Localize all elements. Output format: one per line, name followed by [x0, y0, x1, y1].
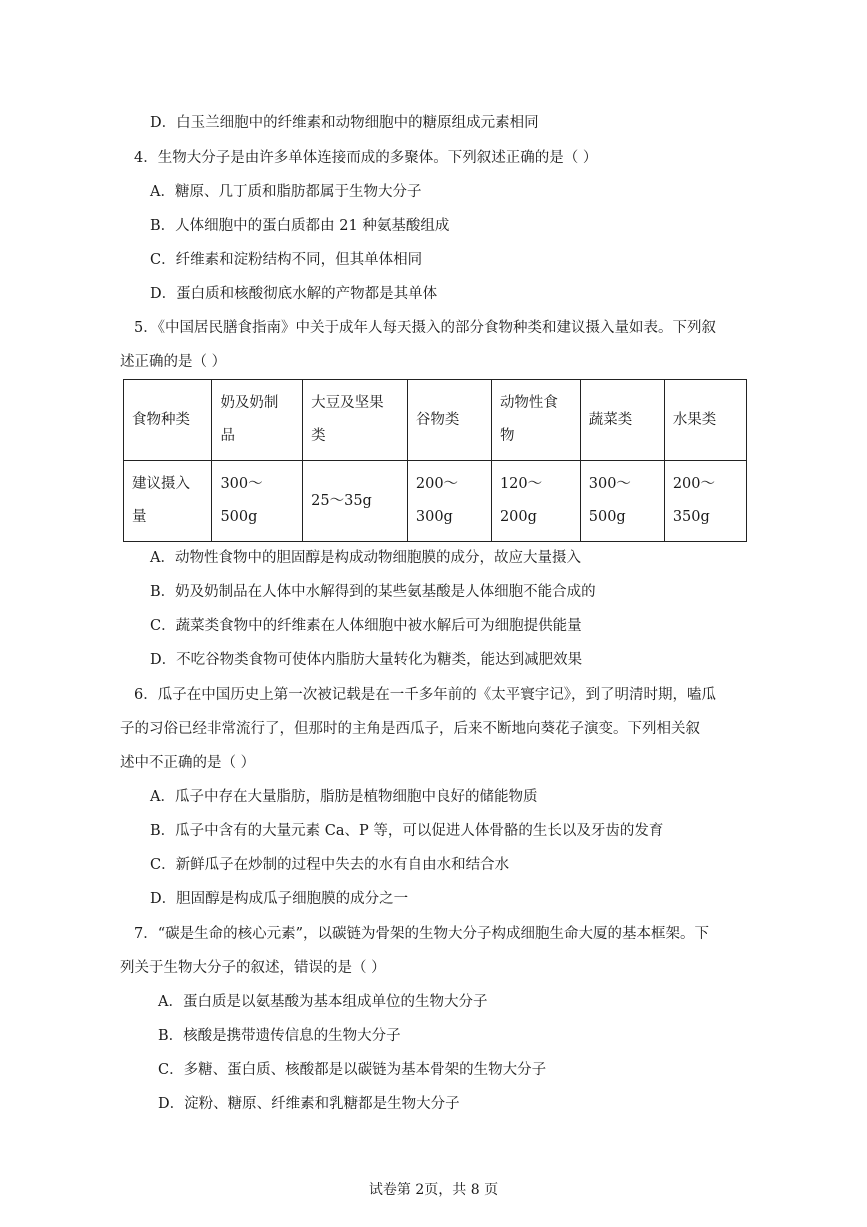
q4-option-b: B．人体细胞中的蛋白质都由 21 种氨基酸组成 — [150, 218, 450, 234]
cell-text: 建议摄入量 — [132, 476, 190, 525]
cell-text: 动物性食物 — [499, 395, 558, 444]
table-cell — [212, 380, 303, 461]
cell-text: 200～350g — [672, 476, 715, 525]
table-cell: 120～200g — [491, 461, 580, 542]
q4-option-c: C．纤维素和淀粉结构不同，但其单体相同 — [150, 252, 423, 268]
q7-option-b: B．核酸是携带遗传信息的生物大分子 — [158, 1028, 401, 1044]
table-cell — [124, 461, 212, 542]
q7-option-d: D．淀粉、糖原、纤维素和乳糖都是生物大分子 — [158, 1096, 460, 1112]
q4-option-d: D．蛋白质和核酸彻底水解的产物都是其单体 — [150, 286, 438, 302]
table-data-row — [124, 461, 747, 542]
q6-option-d: D．胆固醇是构成瓜子细胞膜的成分之一 — [150, 891, 409, 907]
table-cell — [303, 380, 408, 461]
q7-option-a: A．蛋白质是以氨基酸为基本组成单位的生物大分子 — [158, 994, 488, 1010]
table-header-row — [124, 380, 747, 461]
q7-option-c: C．多糖、蛋白质、核酸都是以碳链为基本骨架的生物大分子 — [158, 1062, 547, 1078]
q5-stem-line-2: 述正确的是（ ） — [120, 354, 227, 370]
q5-option-c: C．蔬菜类食物中的纤维素在人体细胞中被水解后可为细胞提供能量 — [150, 618, 582, 634]
q4-stem: 4．生物大分子是由许多单体连接而成的多聚体。下列叙述正确的是（ ） — [134, 150, 598, 166]
q5-option-d: D．不吃谷物类食物可使体内脂肪大量转化为糖类，能达到减肥效果 — [150, 652, 583, 668]
table-cell: 300～500g — [212, 461, 303, 542]
table-cell: 25～35g — [303, 461, 408, 542]
q6-stem-line-3: 述中不正确的是（ ） — [120, 755, 256, 771]
q6-option-c: C．新鲜瓜子在炒制的过程中失去的水有自由水和结合水 — [150, 857, 510, 873]
q5-stem-line-1: 5．《中国居民膳食指南》中关于成年人每天摄入的部分食物种类和建议摄入量如表。下列叙 — [134, 320, 716, 336]
food-intake-table — [123, 379, 747, 542]
q7-stem-line-2: 列关于生物大分子的叙述，错误的是（ ） — [120, 960, 386, 976]
table-cell — [580, 461, 664, 542]
q6-stem-line-1: 6．瓜子在中国历史上第一次被记载是在一千多年前的《太平寰宇记》，到了明清时期，嗑瓜 — [134, 687, 716, 703]
q6-option-b: B．瓜子中含有的大量元素 Ca、P 等，可以促进人体骨骼的生长以及牙齿的发育 — [150, 823, 664, 839]
table-cell: 水果类 — [664, 380, 746, 461]
q3-option-d: D．白玉兰细胞中的纤维素和动物细胞中的糖原组成元素相同 — [150, 115, 539, 131]
q6-option-a: A．瓜子中存在大量脂肪，脂肪是植物细胞中良好的储能物质 — [150, 789, 538, 805]
table-cell: 谷物类 — [407, 380, 491, 461]
q6-stem-line-2: 子的习俗已经非常流行了，但那时的主角是西瓜子，后来不断地向葵花子演变。下列相关叙 — [120, 721, 700, 737]
cell-text: 200～300g — [415, 476, 459, 525]
table-cell: 食物种类 — [124, 380, 212, 461]
table-cell — [407, 461, 491, 542]
table-cell — [664, 461, 746, 542]
cell-text: 大豆及坚果类 — [311, 395, 384, 444]
page-footer: 试卷第 2页，共 8 页 — [368, 1182, 499, 1198]
cell-text: 奶及奶制品 — [220, 395, 279, 444]
table-cell: 蔬菜类 — [580, 380, 664, 461]
q4-option-a: A．糖原、几丁质和脂肪都属于生物大分子 — [150, 184, 422, 200]
cell-text: 300～500g — [588, 476, 631, 525]
q5-option-b: B．奶及奶制品在人体中水解得到的某些氨基酸是人体细胞不能合成的 — [150, 584, 596, 600]
q5-option-a: A．动物性食物中的胆固醇是构成动物细胞膜的成分，故应大量摄入 — [150, 550, 581, 566]
q7-stem-line-1: 7．“碳是生命的核心元素”，以碳链为骨架的生物大分子构成细胞生命大厦的基本框架。下 — [134, 926, 710, 942]
table-cell — [491, 380, 580, 461]
